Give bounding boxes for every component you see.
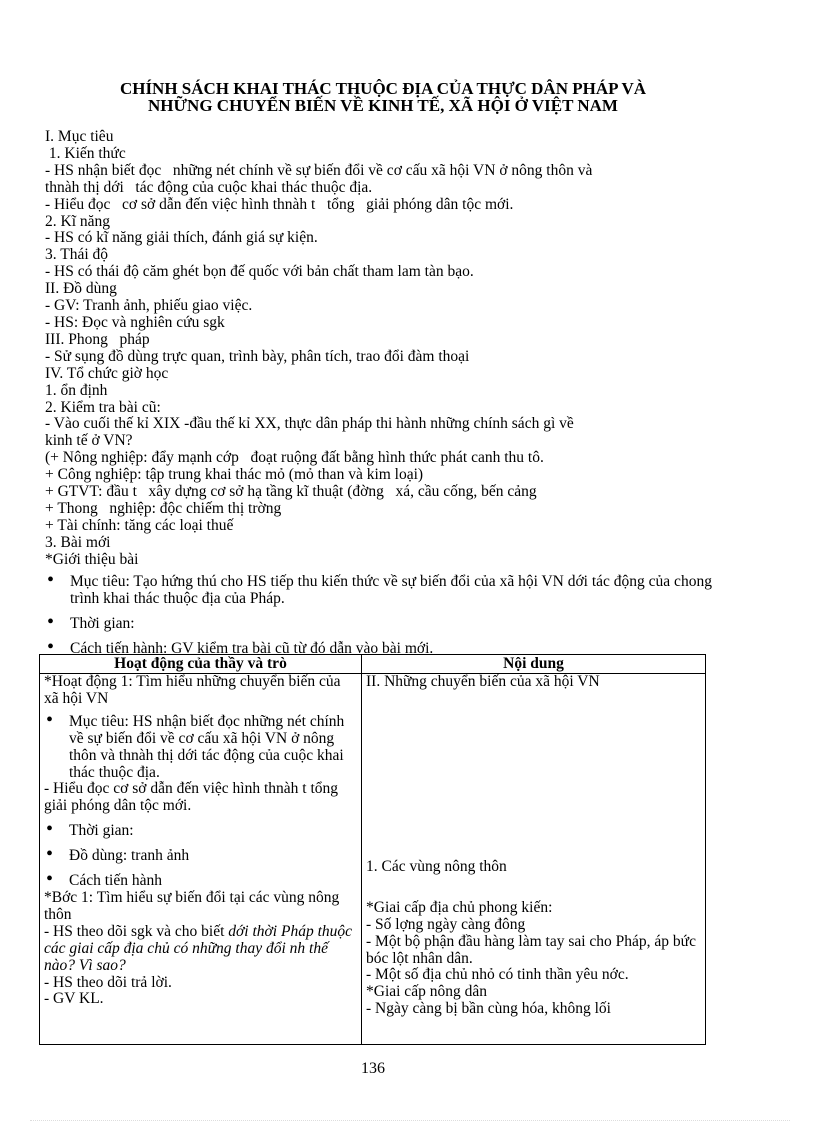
content-landlord-2: - Một bộ phận đầu hàng làm tay sai cho Pháp, áp bức bóc lột nhân dân. [366, 932, 696, 967]
body-line: IV. Tổ chức giờ học [45, 364, 169, 382]
lesson-table [39, 654, 706, 1045]
body-line: 3. Bài mới [45, 533, 111, 551]
body-line: 1. ổn định [45, 381, 108, 399]
document-title [40, 80, 726, 114]
content-peasant-heading: *Giai cấp nông dân [366, 983, 487, 1001]
body-line: *Giới thiệu bài [45, 550, 139, 568]
activity-hs-answer: - HS theo dõi trả lời. [44, 973, 172, 991]
title-line-2: NHỮNG CHUYỂN BIẾN VỀ KINH TẾ, XÃ HỘI Ở VIỆT NAM [148, 96, 618, 115]
content-peasant-1: - Ngày càng bị bần cùng hóa, không lối [366, 1000, 611, 1018]
bullet-time: • Thời gian: [45, 616, 735, 633]
body-line: - HS có kĩ năng giải thích, đánh giá sự kiện. [45, 229, 318, 247]
hs-follow-text: - HS theo dõi sgk và cho biết [44, 922, 229, 940]
activity-time: • Thời gian: [44, 823, 357, 840]
bullet-method: • Cách tiến hành: GV kiểm tra bài cũ từ đó dẫn vào bài mới. [45, 641, 735, 658]
content-landlord-3: - Một số địa chủ nhỏ có tinh thần yêu nớc. [366, 966, 629, 984]
body-line: - Vào cuối thế kỉ XIX -đầu thế kỉ XX, thực dân pháp thi hành những chính sách gì về [45, 415, 574, 433]
body-line: + GTVT: đầu t xây dựng cơ sở hạ tầng kĩ thuật (đờng xá, cầu cống, bến cảng [45, 483, 537, 501]
body-line: III. Phong pháp [45, 330, 150, 348]
page-number: 136 [361, 1060, 385, 1077]
content-section-title: II. Những chuyển biến của xã hội VN [366, 673, 600, 690]
body-line: II. Đồ dùng [45, 280, 117, 298]
hs-follow-question: dới thời Pháp thuộc các giai cấp địa chủ có những thay đổi nh thế nào? Vì sao? [44, 922, 353, 974]
content-subsection-rural: 1. Các vùng nông thôn [366, 857, 507, 875]
content-cell [362, 674, 706, 1045]
activity-method: • Cách tiến hành [44, 873, 357, 890]
header-activities: Hoạt động của thầy và trò [40, 655, 362, 674]
activity-goal-2: - Hiểu đọc cơ sở dẫn đến việc hình thnàh t tổng giải phóng dân tộc mới. [44, 780, 339, 815]
activity-step-1: *Bớc 1: Tìm hiểu sự biến đổi tại các vùng nông thôn [44, 888, 340, 923]
table-row [40, 674, 706, 1045]
activity-title: *Hoạt động 1: Tìm hiểu những chuyển biến của xã hội VN [44, 673, 341, 707]
body-line: + Thong nghiệp: độc chiếm thị trờng [45, 499, 282, 517]
activity-hs-follow [44, 924, 357, 975]
body-line: 3. Thái độ [45, 246, 108, 264]
body-line: - HS nhận biết đọc những nét chính về sự biến đổi về cơ cấu xã hội VN ở nông thôn và [45, 161, 593, 179]
activity-tools: • Đồ dùng: tranh ảnh [44, 848, 357, 865]
body-line: - GV: Tranh ảnh, phiếu giao việc. [45, 297, 253, 315]
activity-gv-conclusion: - GV KL. [44, 990, 104, 1008]
body-line: thnàh thị dới tác động của cuộc khai thác thuộc địa. [45, 178, 373, 196]
lesson-body [45, 129, 735, 569]
body-line: + Công nghiệp: tập trung khai thác mỏ (mỏ than và kim loại) [45, 466, 424, 484]
intro-bullet-list [45, 574, 735, 658]
body-line: - HS: Đọc và nghiên cứu sgk [45, 313, 225, 331]
title-line-1: CHÍNH SÁCH KHAI THÁC THUỘC ĐỊA CỦA THỰC DÂN PHÁP VÀ [119, 79, 647, 98]
body-line: - Hiểu đọc cơ sở dẫn đến việc hình thnàh t tổng giải phóng dân tộc mới. [45, 195, 514, 213]
body-line: - Sử sụng đồ dùng trực quan, trình bày, phân tích, trao đổi đàm thoại [45, 347, 470, 365]
body-line: I. Mục tiêu [45, 128, 114, 145]
header-content: Nội dung [362, 655, 706, 674]
body-line: (+ Nông nghiệp: đẩy mạnh cớp đoạt ruộng đất bằng hình thức phát canh thu tô. [45, 449, 544, 467]
activities-cell [40, 674, 362, 1045]
body-line: - HS có thái độ căm ghét bọn đế quốc với bản chất tham lam tàn bạo. [45, 263, 474, 281]
bullet-goal: • Mục tiêu: Tạo hứng thú cho HS tiếp thu kiến thức về sự biến đổi của xã hội VN dới tác động của chong trình khai thác thuộc địa của Pháp. [45, 574, 735, 608]
body-line: kinh tế ở VN? [45, 432, 133, 450]
body-line: 2. Kiểm tra bài cũ: [45, 398, 161, 416]
content-landlord-1: - Số lợng ngày càng đông [366, 915, 526, 933]
content-landlord-heading: *Giai cấp địa chủ phong kiến: [366, 898, 553, 916]
body-line: + Tài chính: tăng các loại thuế [45, 516, 234, 534]
table-header-row [40, 655, 706, 674]
activity-goal: • Mục tiêu: HS nhận biết đọc những nét chính về sự biến đổi về cơ cấu xã hội VN ở nông thôn và thnàh thị dới tác động của cuộc khai thác thuộc địa. [44, 714, 357, 782]
body-line: 1. Kiến thức [45, 144, 126, 162]
footer-rule [30, 1120, 790, 1121]
body-line: 2. Kĩ năng [45, 212, 111, 230]
